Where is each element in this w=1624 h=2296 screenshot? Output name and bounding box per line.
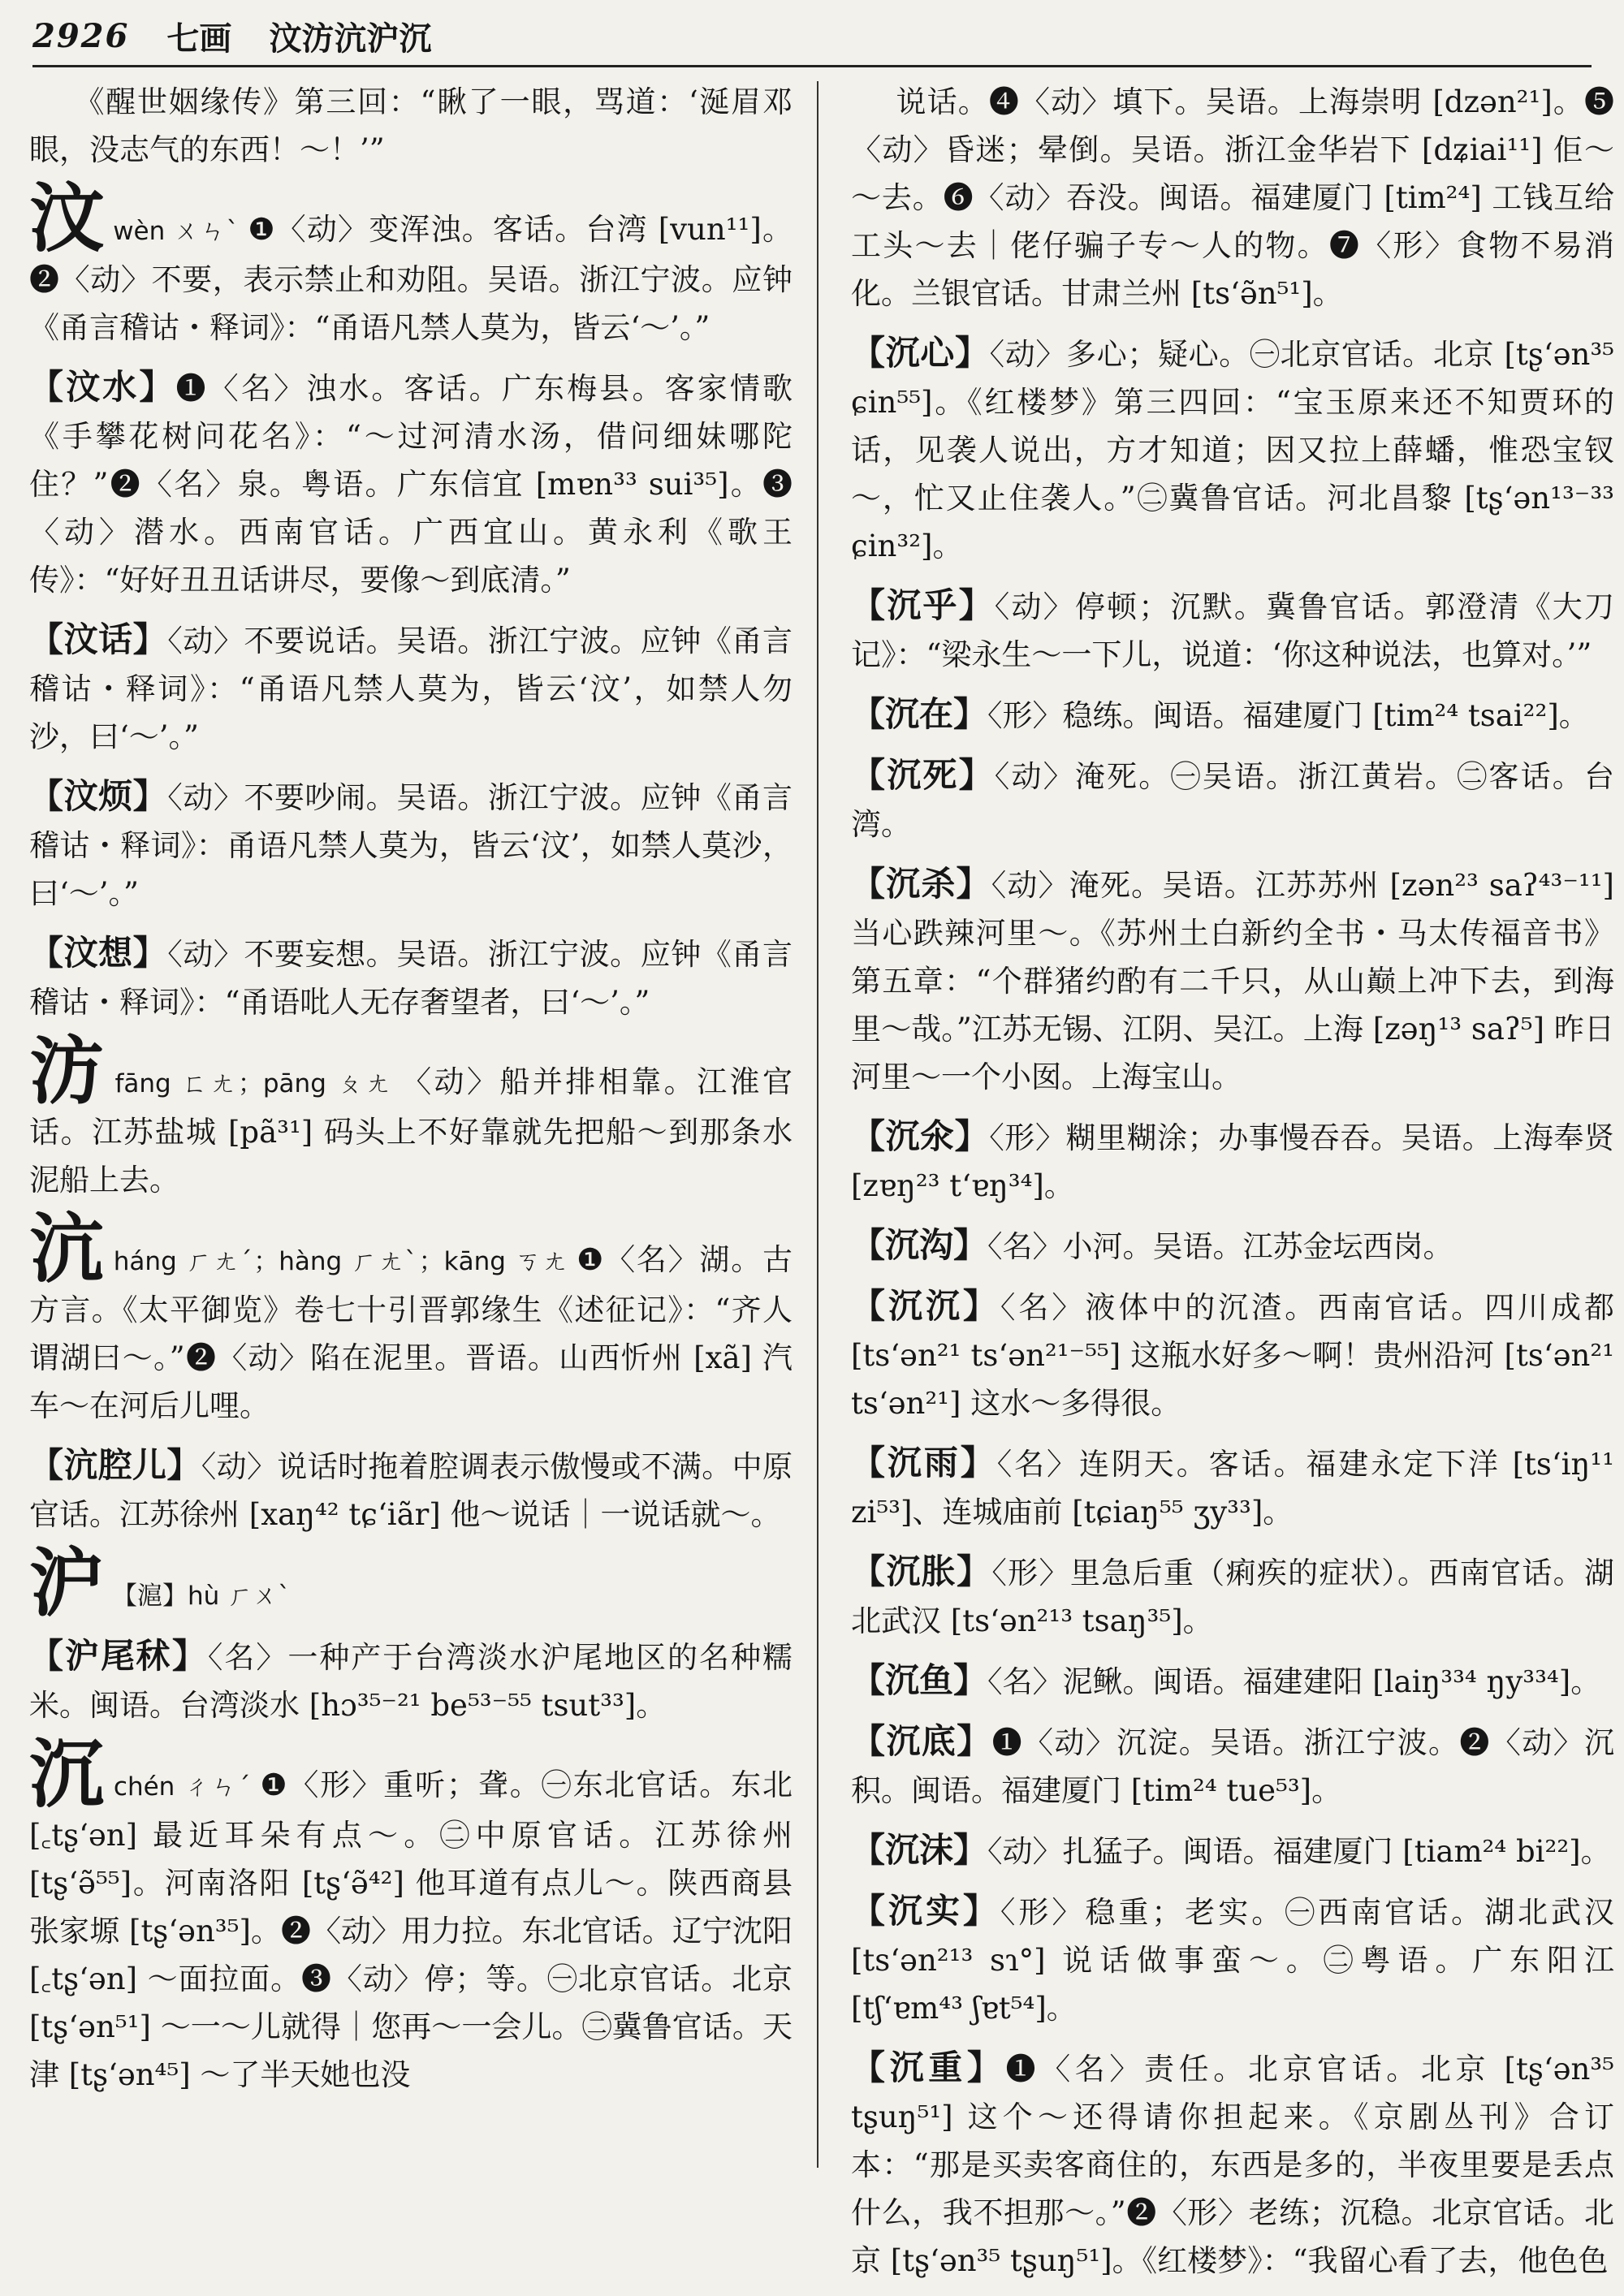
headword: 【沉乎】 (851, 585, 995, 625)
definition-text: 〈动〉不要妄想。吴语。浙江宁波。应钟《甬言稽诂・释词》：“甬语吡人无存奢望者，曰‘～’。” (29, 937, 793, 1020)
page-number: 2926 (32, 16, 130, 55)
definition-text: 〈形〉里急后重（痢疾的症状）。西南官话。湖北武汉 [tsʻən²¹³ tsaŋ³⁵]。 (851, 1556, 1614, 1638)
dictionary-entry (851, 1717, 1614, 1815)
headword: 【沉在】 (851, 694, 988, 734)
definition-text: 〈名〉连阴天。客话。福建永定下洋 [tsʻiŋ¹¹ zi⁵³]、连城庙前 [tɕiaŋ⁵⁵ ʒy³³]。 (851, 1447, 1614, 1530)
head-character: 沉 (29, 1730, 106, 1818)
dictionary-entry (29, 363, 793, 604)
definition-text: 〈形〉稳练。闽语。福建厦门 [tim²⁴ tsai²²]。 (987, 698, 1589, 733)
definition-text: 说话。❹〈动〉填下。吴语。上海崇明 [dzən²¹]。❺〈动〉昏迷；晕倒。吴语。浙江金华岩下 [dʑiai¹¹] 佢～～去。❻〈动〉吞没。闽语。福建厦门 [tim²⁴] 工钱互给工头～去｜佬仔骗子专～人的物。❼〈形〉食物不易消化。兰银官话。甘肃兰州 [tsʻə̃n⁵¹]。 (851, 84, 1614, 311)
dictionary-entry (29, 1441, 793, 1539)
pinyin: 【滬】hù ㄏㄨˋ (112, 1582, 291, 1611)
dictionary-entry (851, 329, 1614, 570)
dictionary-entry (851, 1656, 1614, 1706)
definition-text: ❶〈动〉变浑浊。客话。台湾 [vun¹¹]。❷〈动〉不要，表示禁止和劝阻。吴语。浙江宁波。应钟《甬言稽诂・释词》：“甬语凡禁人莫为，皆云‘～’。” (29, 212, 793, 345)
dictionary-entry (851, 1439, 1614, 1536)
headword: 【沉沫】 (851, 1830, 988, 1870)
definition-text: 〈动〉不要说话。吴语。浙江宁波。应钟《甬言稽诂・释词》：“甬语凡禁人莫为，皆云‘汶’，如禁人勿沙，曰‘～’。” (29, 624, 793, 754)
dictionary-entry (851, 1887, 1614, 2032)
header-rule (32, 65, 1592, 67)
stroke-section: 七画 (166, 19, 232, 58)
dictionary-entry (851, 1112, 1614, 1210)
left-column (29, 78, 793, 2110)
headword: 【沉杀】 (851, 864, 991, 904)
dictionary-entry (851, 1221, 1614, 1271)
headword: 【沪尾秫】 (29, 1636, 208, 1676)
column-divider (817, 81, 818, 2168)
pinyin: háng ㄏㄤˊ；hàng ㄏㄤˋ；kāng ㄎㄤ (113, 1247, 569, 1276)
headword: 【汶话】 (29, 619, 168, 659)
definition-text: ❶〈动〉沉淀。吴语。浙江宁波。❷〈动〉沉积。闽语。福建厦门 [tim²⁴ tue⁵³]。 (851, 1725, 1614, 1808)
dictionary-entry (29, 772, 793, 917)
dictionary-entry (851, 2044, 1614, 2285)
dictionary-entry (851, 1826, 1614, 1875)
dictionary-entry (851, 690, 1614, 740)
headword: 【沉底】 (851, 1721, 992, 1761)
dictionary-entry (29, 929, 793, 1026)
definition-text: 《醒世姻缘传》第三回：“瞅了一眼，骂道：‘涎眉邓眼，没志气的东西！～！’” (29, 84, 793, 167)
definition-text: 〈形〉糊里糊涂；办事慢吞吞。吴语。上海奉贤 [zɐŋ²³ tʻɐŋ³⁴]。 (851, 1120, 1614, 1203)
headword: 【沉心】 (851, 333, 990, 373)
pinyin: fāng ㄈㄤ；pāng ㄆㄤ (114, 1069, 394, 1098)
headword: 【沉死】 (851, 755, 995, 795)
definition-text: 〈名〉泥鳅。闽语。福建建阳 [laiŋ³³⁴ ŋy³³⁴]。 (987, 1664, 1601, 1699)
headword: 【沆腔儿】 (29, 1445, 201, 1485)
definition-text: 〈动〉淹死。吴语。江苏苏州 [zən²³ saʔ⁴³⁻¹¹] 当心跌辣河里～。《苏州土白新约全书・马太传福音书》第五章：“个群猪约酌有二千只，从山巅上冲下去，到海里～哉。”江苏无锡、江阴、吴江。上海 [zəŋ¹³ saʔ⁵] 昨日河里～一个小囡。上海宝山。 (851, 868, 1614, 1094)
definition-text: ❶〈形〉重听；聋。㊀东北官话。东北 [꜀tʂʻən] 最近耳朵有点～。㊁中原官话。江苏徐州 [tʂʻə̃⁵⁵]。河南洛阳 [tʂʻə̃⁴²] 他耳道有点儿～。陕西商县张家塬 [tʂʻən³⁵]。❷〈动〉用力拉。东北官话。辽宁沈阳 [꜀tʂʻən] ～面拉面。❸〈动〉停；等。㊀北京官话。北京 [tʂʻən⁵¹] ～一～儿就得｜您再～一会儿。㊁冀鲁官话。天津 [tʂʻən⁴⁵] ～了半天她也没 (29, 1767, 793, 2092)
headword: 【汶水】 (29, 367, 176, 407)
headword: 【沉重】 (851, 2048, 1006, 2087)
entry-continuation (29, 78, 793, 174)
pinyin: wèn ㄨㄣˋ (113, 217, 240, 246)
definition-text: 〈形〉稳重；老实。㊀西南官话。湖北武汉 [tsʻən²¹³ sɿ°] 说话做事蛮～。㊁粤语。广东阳江 [tʃʻɐm⁴³ ʃɐt⁵⁴]。 (851, 1895, 1614, 2026)
headword: 【沉胀】 (851, 1552, 992, 1591)
headword: 【沉鱼】 (851, 1660, 988, 1700)
definition-text: 〈动〉淹死。㊀吴语。浙江黄岩。㊁客话。台湾。 (851, 759, 1614, 842)
dictionary-entry (29, 615, 793, 761)
headword: 【沉雨】 (851, 1443, 997, 1482)
definition-text: 〈名〉液体中的沉渣。西南官话。四川成都 [tsʻən²¹ tsʻən²¹⁻⁵⁵] 这瓶水好多～啊！贵州沿河 [tsʻən²¹ tsʻən²¹] 这水～多得很。 (851, 1290, 1614, 1421)
definition-text: 〈动〉船并排相靠。江淮官话。江苏盐城 [pã³¹] 码头上不好靠就先把船～到那条水泥船上去。 (29, 1064, 793, 1198)
dictionary-entry (851, 581, 1614, 679)
dictionary-entry (851, 751, 1614, 848)
definition-text: 〈动〉说话时拖着腔调表示傲慢或不满。中原官话。江苏徐州 [xaŋ⁴² tɕʻiãr] 他～说话｜一说话就～。 (29, 1449, 793, 1532)
head-character: 汸 (29, 1027, 107, 1115)
pinyin: chén ㄔㄣˊ (113, 1772, 253, 1802)
definition-text: 〈名〉一种产于台湾淡水沪尾地区的名种糯米。闽语。台湾淡水 [hɔ³⁵⁻²¹ be⁵³⁻⁵⁵ tsut³³]。 (29, 1640, 793, 1723)
dictionary-entry (851, 1547, 1614, 1645)
head-character: 汶 (29, 175, 106, 262)
definition-text: 〈动〉不要吵闹。吴语。浙江宁波。应钟《甬言稽诂・释词》：甬语凡禁人莫为，皆云‘汶’，如禁人莫沙，曰‘～’。” (29, 780, 793, 911)
character-entry (29, 1539, 793, 1627)
right-column (851, 78, 1614, 2296)
headword: 【沉实】 (851, 1891, 1000, 1931)
head-character: 沪 (29, 1539, 105, 1627)
page-characters: 汶汸沆沪沉 (269, 19, 432, 58)
definition-text: 〈名〉小河。吴语。江苏金坛西岗。 (987, 1229, 1453, 1264)
dictionary-entry (29, 1632, 793, 1729)
headword: 【汶烦】 (29, 776, 168, 816)
headword: 【汶想】 (29, 933, 168, 973)
character-entry (29, 175, 793, 352)
character-entry (29, 1027, 793, 1204)
definition-text: ❶〈名〉湖。古方言。《太平御览》卷七十引晋郭缘生《述征记》：“齐人谓湖曰～。”❷〈动〉陷在泥里。晋语。山西忻州 [xã] 汽车～在河后儿哩。 (29, 1242, 793, 1423)
definition-text: 〈动〉停顿；沉默。冀鲁官话。郭澄清《大刀记》：“梁永生～一下儿，说道：‘你这种说法，也算对。’” (851, 589, 1614, 672)
headword: 【沉沉】 (851, 1286, 1000, 1326)
definition-text: ❶〈名〉责任。北京官话。北京 [tʂʻən³⁵ tʂuŋ⁵¹] 这个～还得请你担起来。《京剧丛刊》合订本：“那是买卖客商住的，东西是多的，半夜里要是丢点什么，我不担那～。”❷〈形〉老练；沉稳。北京官话。北京 [tʂʻən³⁵ tʂuŋ⁵¹]。《红楼梦》：“我留心看了去，他色色 (851, 2052, 1614, 2278)
entry-continuation (851, 78, 1614, 317)
page-header (32, 11, 1592, 60)
headword: 【沉氽】 (851, 1116, 990, 1156)
headword: 【沉沟】 (851, 1225, 988, 1265)
definition-text: ❶〈名〉浊水。客话。广东梅县。客家情歌《手攀花树问花名》：“～过河清水汤，借问细妹哪陀住？”❷〈名〉泉。粤语。广东信宜 [mɐn³³ sui³⁵]。❸〈动〉潜水。西南官话。广西宜山。黄永利《歌王传》：“好好丑丑话讲尽，要像～到底清。” (29, 371, 793, 598)
character-entry (29, 1730, 793, 2099)
character-entry (29, 1205, 793, 1430)
definition-text: 〈动〉多心；疑心。㊀北京官话。北京 [tʂʻən³⁵ ɕin⁵⁵]。《红楼梦》第三四回：“宝玉原来还不知贾环的话，见袭人说出，方才知道；因又拉上薛蟠，惟恐宝钗～，忙又止住袭人。”㊁冀鲁官话。河北昌黎 [tʂʻən¹³⁻³³ ɕin³²]。 (851, 337, 1614, 563)
dictionary-entry (851, 1282, 1614, 1427)
definition-text: 〈动〉扎猛子。闽语。福建厦门 [tiam²⁴ bi²²]。 (987, 1834, 1611, 1869)
dictionary-entry (851, 860, 1614, 1101)
head-character: 沆 (29, 1205, 106, 1293)
